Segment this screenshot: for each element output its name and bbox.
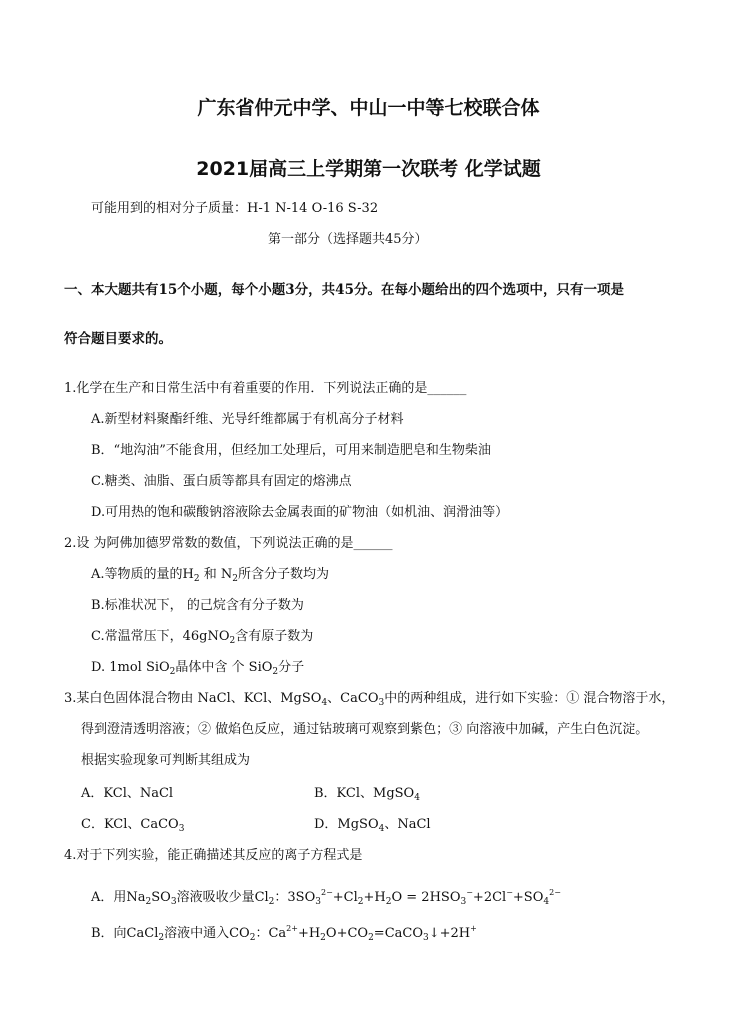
q3-option-d: D．MgSO$_4$、NaCl [314,817,431,834]
exam-title-line-2: 2021届高三上学期第一次联考 化学试题 [196,158,541,180]
part-heading: 第一部分（选择题共45分） [268,232,428,247]
q2-option-b: B.标准状况下， 的己烷含有分子数为 [91,598,304,613]
q1-option-d: D.可用热的饱和碳酸钠溶液除去金属表面的矿物油（如机油、润滑油等） [91,505,509,520]
q2-option-a: A.等物质的量的$H_2$ 和 $N_2$所含分子数均为 [91,567,329,584]
q2-option-c: C.常温常压下，46gNO$_2$含有原子数为 [91,629,314,646]
exam-title-line-1: 广东省仲元中学、中山一中等七校联合体 [197,97,540,119]
q1-option-b: B．“地沟油”不能食用，但经加工处理后，可用来制造肥皂和生物柴油 [91,443,491,458]
q2-stem: 2.设 为阿佛加德罗常数的数值，下列说法正确的是______ [64,536,393,551]
section-instruction-line-2: 符合题目要求的。 [64,331,172,347]
q1-option-c: C.糖类、油脂、蛋白质等都具有固定的熔沸点 [91,474,352,489]
molar-mass-note: 可能用到的相对分子质量：H-1 N-14 O-16 S-32 [91,201,379,216]
q3-stem-line-3: 根据实验现象可判断其组成为 [81,753,251,768]
q4-option-b: B．向CaCl$_2$溶液中通入$CO_2$：$Ca^{2+}+H_2O+CO_2=CaCO_3↓+2H^+$ [91,924,477,943]
q3-option-a: A．KCl、NaCl [81,786,174,801]
q4-option-a: A．用$Na_2SO_3$溶液吸收少量$Cl_2$：$3SO_3^{2-}+Cl_2+H_2O = 2HSO_3^-+2Cl^-+SO_4^{2-}$ [91,888,561,907]
q3-stem-line-1: 3.某白色固体混合物由 NaCl、KCl、MgSO$_4$、CaCO$_3$中的两种组成，进行如下实验：① 混合物溶于水， [64,691,675,708]
q1-stem: 1.化学在生产和日常生活中有着重要的作用．下列说法正确的是______ [64,381,467,396]
q3-stem-line-2: 得到澄清透明溶液；② 做焰色反应，通过钴玻璃可观察到紫色；③ 向溶液中加碱，产生白色沉淀。 [81,722,649,737]
section-instruction-line-1: 一、本大题共有15个小题，每个小题3分，共45分。在每小题给出的四个选项中，只有一项是 [64,282,624,298]
q1-option-a: A.新型材料聚酯纤维、光导纤维都属于有机高分子材料 [91,412,404,427]
q3-option-c: C．KCl、CaCO$_3$ [81,817,185,834]
q2-option-d: D. 1mol SiO$_2$晶体中含 个 SiO$_2$分子 [91,660,305,677]
q3-option-b: B．KCl、MgSO$_4$ [314,786,420,803]
q4-stem: 4.对于下列实验，能正确描述其反应的离子方程式是 [64,848,363,863]
